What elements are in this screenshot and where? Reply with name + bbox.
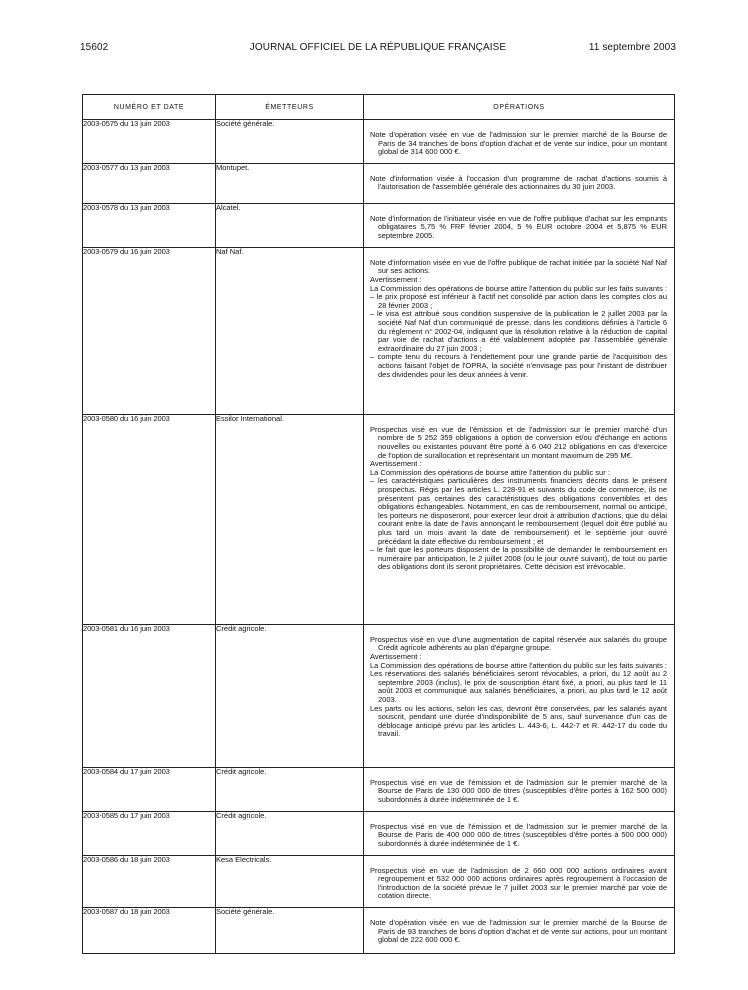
operations-cell (364, 120, 675, 164)
column-header-operations: OPÉRATIONS (364, 95, 675, 120)
operations-cell (364, 247, 675, 414)
operation-paragraph: Note d'opération visée en vue de l'admission sur le premier marché de la Bourse de Paris de 34 tranches de bons d'option d'achat et de vente sur indice, pour un montant global de 314 600 000 €. (370, 130, 667, 157)
number-date-cell: 2003-0581 du 16 juin 2003 (83, 624, 216, 767)
operations-text (364, 415, 674, 578)
operations-cell (364, 811, 675, 855)
operation-paragraph: Avertissement : (370, 651, 422, 661)
operation-bullet: – compte tenu du recours à l'endettement pour une grande partie de l'acquisition des actions faisant l'objet de l'OPRA, la société n'envisage pas pour l'instant de distribuer des dividendes pour les deux années à venir. (370, 352, 667, 379)
operation-bullet: – le prix proposé est inférieur à l'actif net consolidé par action dans les comptes clos au 28 février 2003 ; (370, 292, 667, 310)
column-header-issuers: ÉMETTEURS (216, 95, 364, 120)
number-date-cell: 2003-0580 du 16 juin 2003 (83, 414, 216, 624)
operation-bullet: – le fait que les porteurs disposent de la possibilité de demander le remboursement en numéraire par anticipation, le 2 juillet 2008 (ou le jour ouvré suivant), de tout ou partie des obligations dont ils seront propriétaires. Cette décision est irrévocable. (370, 545, 667, 572)
table-row (83, 203, 675, 247)
operation-paragraph: Avertissement : (370, 459, 422, 469)
issuer-cell: Société générale. (216, 907, 364, 953)
operations-text (364, 812, 674, 855)
table-row (83, 414, 675, 624)
operations-text (364, 164, 674, 198)
operations-text (364, 768, 674, 811)
operation-paragraph: Avertissement : (370, 274, 422, 284)
journal-title: JOURNAL OFFICIEL DE LA RÉPUBLIQUE FRANÇAISE (249, 42, 507, 53)
number-date-cell: 2003-0575 du 13 juin 2003 (83, 120, 216, 164)
table-row (83, 907, 675, 953)
issuer-cell: Kesa Electricals. (216, 855, 364, 907)
operations-text (364, 120, 674, 163)
operation-bullet: – les caractéristiques particulières des instruments financiers décrits dans le présent prospectus. Régis par les articles L. 228-91 et suivants du code de commerce, ils ne présentent pas certaines des caractéristiques des obligations convertibles et des obligations échangeables. Notamment, en cas de remboursement, normal ou anticipé, les porteurs ne disposeront, pour exercer leur droit à attribution d'actions, que du délai courant entre la date de l'avis annonçant le remboursement (lequel doit être publié au plus tard un mois avant la date de remboursement) et le septième jour ouvré précédant la date effective du remboursement ; et (370, 476, 667, 546)
operations-cell (364, 624, 675, 767)
operations-cell (364, 767, 675, 811)
operation-paragraph: La Commission des opérations de bourse attire l'attention du public sur : (370, 467, 610, 477)
operation-paragraph: Prospectus visé en vue d'une augmentation de capital réservée aux salariés du groupe Crédit agricole adhérents au plan d'épargne groupe. (370, 634, 667, 653)
table-row (83, 120, 675, 164)
table-body (83, 120, 675, 954)
operation-paragraph: Prospectus visé en vue de l'émission et de l'admission sur le premier marché d'un nombre de 5 252 359 obligations à option de conversion et/ou d'échange en actions nouvelles ou existantes pouvant être porté à 6 040 212 obligations en cas d'exercice de l'option de surallocation et représentant un montant maximum de 295 M€. (370, 424, 667, 460)
issuer-cell: Montupet. (216, 163, 364, 203)
column-header-number-date: NUMÉRO ET DATE (83, 95, 216, 120)
operation-paragraph: La Commission des opérations de bourse attire l'attention du public sur les faits suivants : (370, 660, 668, 670)
number-date-cell: 2003-0579 du 16 juin 2003 (83, 247, 216, 414)
number-date-cell: 2003-0584 du 17 juin 2003 (83, 767, 216, 811)
page-number: 15602 (80, 42, 109, 53)
table-row (83, 624, 675, 767)
operation-paragraph: Les réservations des salariés bénéficiaires seront révocables, a priori, du 12 août au 2 septembre 2003 (inclus), le prix de souscription étant fixé, a priori, au plus tard le 11 août 2003 et communiqué aux salariés bénéficiaires, a priori, au plus tard le 12 août 2003. (370, 669, 667, 704)
operations-table (82, 94, 675, 954)
operation-paragraph: Prospectus visé en vue de l'émission et de l'admission sur le premier marché de la Bourse de Paris de 130 000 000 de titres (susceptibles d'être portés à 162 500 000) subordonnés à durée indéterminée de 1 €. (370, 777, 667, 804)
operations-cell (364, 907, 675, 953)
operation-paragraph: Prospectus visé en vue de l'admission de 2 660 000 000 actions ordinaires avant regroupement et 532 000 000 actions ordinaires après regroupement à l'occasion de l'introduction de la société prévue le 7 juillet 2003 sur le premier marché par voie de cotation directe. (370, 865, 667, 901)
issuer-cell: Naf Naf. (216, 247, 364, 414)
number-date-cell: 2003-0585 du 17 juin 2003 (83, 811, 216, 855)
operation-paragraph: La Commission des opérations de bourse attire l'attention du public sur les faits suivants : (370, 283, 668, 293)
number-date-cell: 2003-0577 du 13 juin 2003 (83, 163, 216, 203)
page-header (80, 42, 676, 58)
operation-bullet: – le visa est attribué sous condition suspensive de la publication le 2 juillet 2003 par la société Naf Naf d'un communiqué de presse, dans les conditions définies à l'article 6 du règlement n° 2002-04, indiquant que la résolution relative à la réduction de capital par voie de rachat d'actions a été valablement adoptée par l'assemblée générale extraordinaire du 27 juin 2003 ; (370, 309, 667, 353)
operation-paragraph: Prospectus visé en vue de l'émission et de l'admission sur le premier marché de la Bourse de Paris de 400 000 000 de titres (susceptibles d'être portés à 500 000 000) subordonnés à durée indéterminée de 1 €. (370, 821, 667, 848)
operation-paragraph: Note d'information de l'initiateur visée en vue de l'offre publique d'achat sur les emprunts obligataires 5,75 % FRF février 2004, 5 % EUR octobre 2004 et 5,875 % EUR septembre 2005. (370, 213, 667, 240)
issuer-cell: Alcatel. (216, 203, 364, 247)
issuer-cell: Crédit agricole. (216, 811, 364, 855)
table-row (83, 767, 675, 811)
issuer-cell: Crédit agricole. (216, 624, 364, 767)
operations-text (364, 204, 674, 247)
operation-paragraph: Note d'information visée à l'occasion d'un programme de rachat d'actions soumis à l'autorisation de l'assemblée générale des actionnaires du 30 juin 2003. (370, 173, 667, 192)
operations-cell (364, 203, 675, 247)
publication-date: 11 septembre 2003 (588, 42, 676, 53)
number-date-cell: 2003-0587 du 18 juin 2003 (83, 907, 216, 953)
operations-text (364, 625, 674, 745)
table-row (83, 811, 675, 855)
number-date-cell: 2003-0578 du 13 juin 2003 (83, 203, 216, 247)
operations-text (364, 248, 674, 385)
operations-cell (364, 163, 675, 203)
issuer-cell: Crédit agricole. (216, 767, 364, 811)
table-row (83, 163, 675, 203)
operations-cell (364, 414, 675, 624)
operation-paragraph: Les parts ou les actions, selon les cas, devront être conservées, par les salariés ayant souscrit, pendant une durée d'indisponibilité de 5 ans, sauf survenance d'un cas de déblocage anticipé prévu par les articles L. 443-6, L. 442-7 et R. 442-17 du code du travail. (370, 703, 667, 739)
table-header-row (83, 95, 675, 120)
table-row (83, 855, 675, 907)
issuer-cell: Essilor International. (216, 414, 364, 624)
operations-text (364, 856, 674, 907)
table-row (83, 247, 675, 414)
operation-paragraph: Note d'opération visée en vue de l'admission sur le premier marché de la Bourse de Paris de 93 tranches de bons d'option d'achat et de vente sur actions, pour un montant global de 222 600 000 €. (370, 917, 667, 945)
operation-paragraph: Note d'information visée en vue de l'offre publique de rachat initiée par la société Naf Naf sur ses actions. (370, 257, 667, 276)
operations-text (364, 908, 674, 951)
number-date-cell: 2003-0586 du 18 juin 2003 (83, 855, 216, 907)
operations-cell (364, 855, 675, 907)
issuer-cell: Société générale. (216, 120, 364, 164)
